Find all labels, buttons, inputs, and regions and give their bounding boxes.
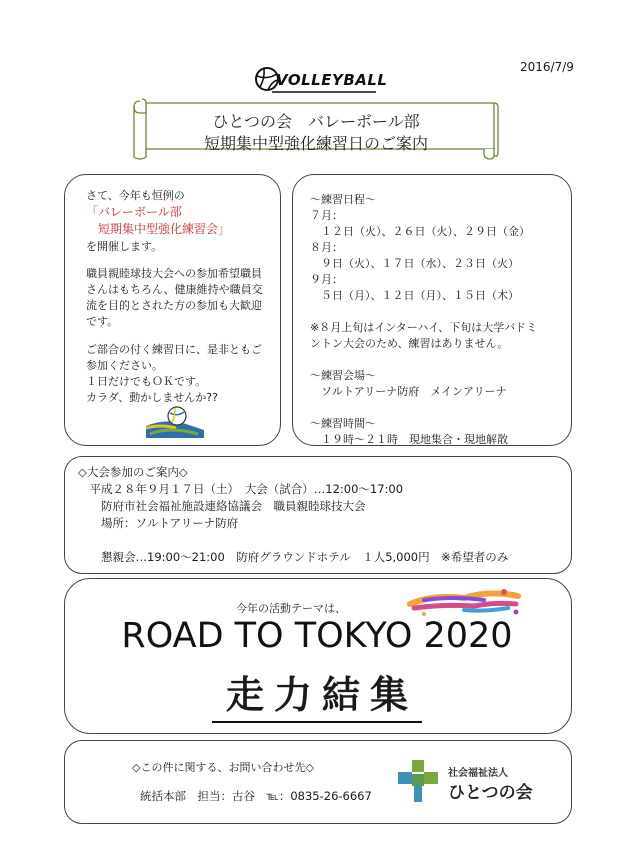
page-title: ひとつの会 バレーボール部 [212, 112, 420, 131]
contact-heading: ◇この件に関する、お問い合わせ先◇ [132, 761, 314, 774]
paint-splash-icon [404, 584, 524, 620]
organization-type: 社会福祉法人 [448, 768, 508, 779]
volleyball-logo [252, 64, 388, 94]
tournament-text: ◇大会参加のご案内◇ 平成２８年９月１７日（土） 大会（試合）…12:00～17:00 防府市社会福祉施設連絡協議会 職員親睦球技大会 場所：ソルトアリーナ防府 懇親会…19:00～21:00 防府グラウンドホテル １人5,000円 ※希望者のみ [78, 465, 509, 564]
intro-line1: さて、今年も恒例の [86, 189, 185, 202]
document-date: 2016/7/9 [520, 60, 574, 74]
organization-name: ひとつの会 [448, 783, 533, 803]
intro-paragraph-2: 職員親睦球技大会への参加希望職員 さんはもちろん、健康維持や職員交 流を目的とされた方の参加も大歓迎 です。 [86, 267, 263, 328]
page-subtitle: 短期集中型強化練習日のご案内 [203, 134, 428, 153]
theme-label: 今年の活動テーマは、 [236, 602, 346, 615]
theme-slogan: 走力結集 [212, 664, 422, 723]
title-banner [132, 97, 500, 161]
contact-details: 統括本部 担当：古谷 ℡：0835-26-6667 [140, 789, 372, 803]
logo-text: VOLLEYBALL [276, 71, 388, 89]
volleyball-illustration [146, 404, 204, 438]
organization-icon [394, 760, 442, 804]
intro-highlight-1: 「バレーボール部 [86, 205, 182, 219]
paint-splash-decoration [404, 584, 524, 620]
theme-title: ROAD TO TOKYO 2020 [121, 616, 513, 656]
intro-line2: を開催します。 [86, 240, 163, 253]
volleyball-player-icon [146, 404, 204, 438]
organization-logo [394, 760, 554, 804]
intro-paragraph-3: ご部合の付く練習日に、是非ともご 参加ください。 １日だけでもＯＫです。 カラダ、動かしませんか?? [86, 343, 262, 404]
theme-slogan-wrap [64, 664, 570, 723]
schedule-text: ～練習日程～ ７月： １２日（火）、２６日（火）、２９日（金） ８月： ９日（火）、１７日（水）、２３日（火） ９月： ５日（月）、１２日（月）、１５日（木） ※８月上旬はインターハイ、下旬は大学バドミ ントン大会のため、練習はありません。 ～練習会場～ ソルトアリーナ防府 メインアリーナ ～練習時間～ １９時～２１時 現地集合・現地解散 [310, 193, 538, 446]
intro-highlight-2: 短期集中型強化練習会」 [86, 222, 231, 236]
